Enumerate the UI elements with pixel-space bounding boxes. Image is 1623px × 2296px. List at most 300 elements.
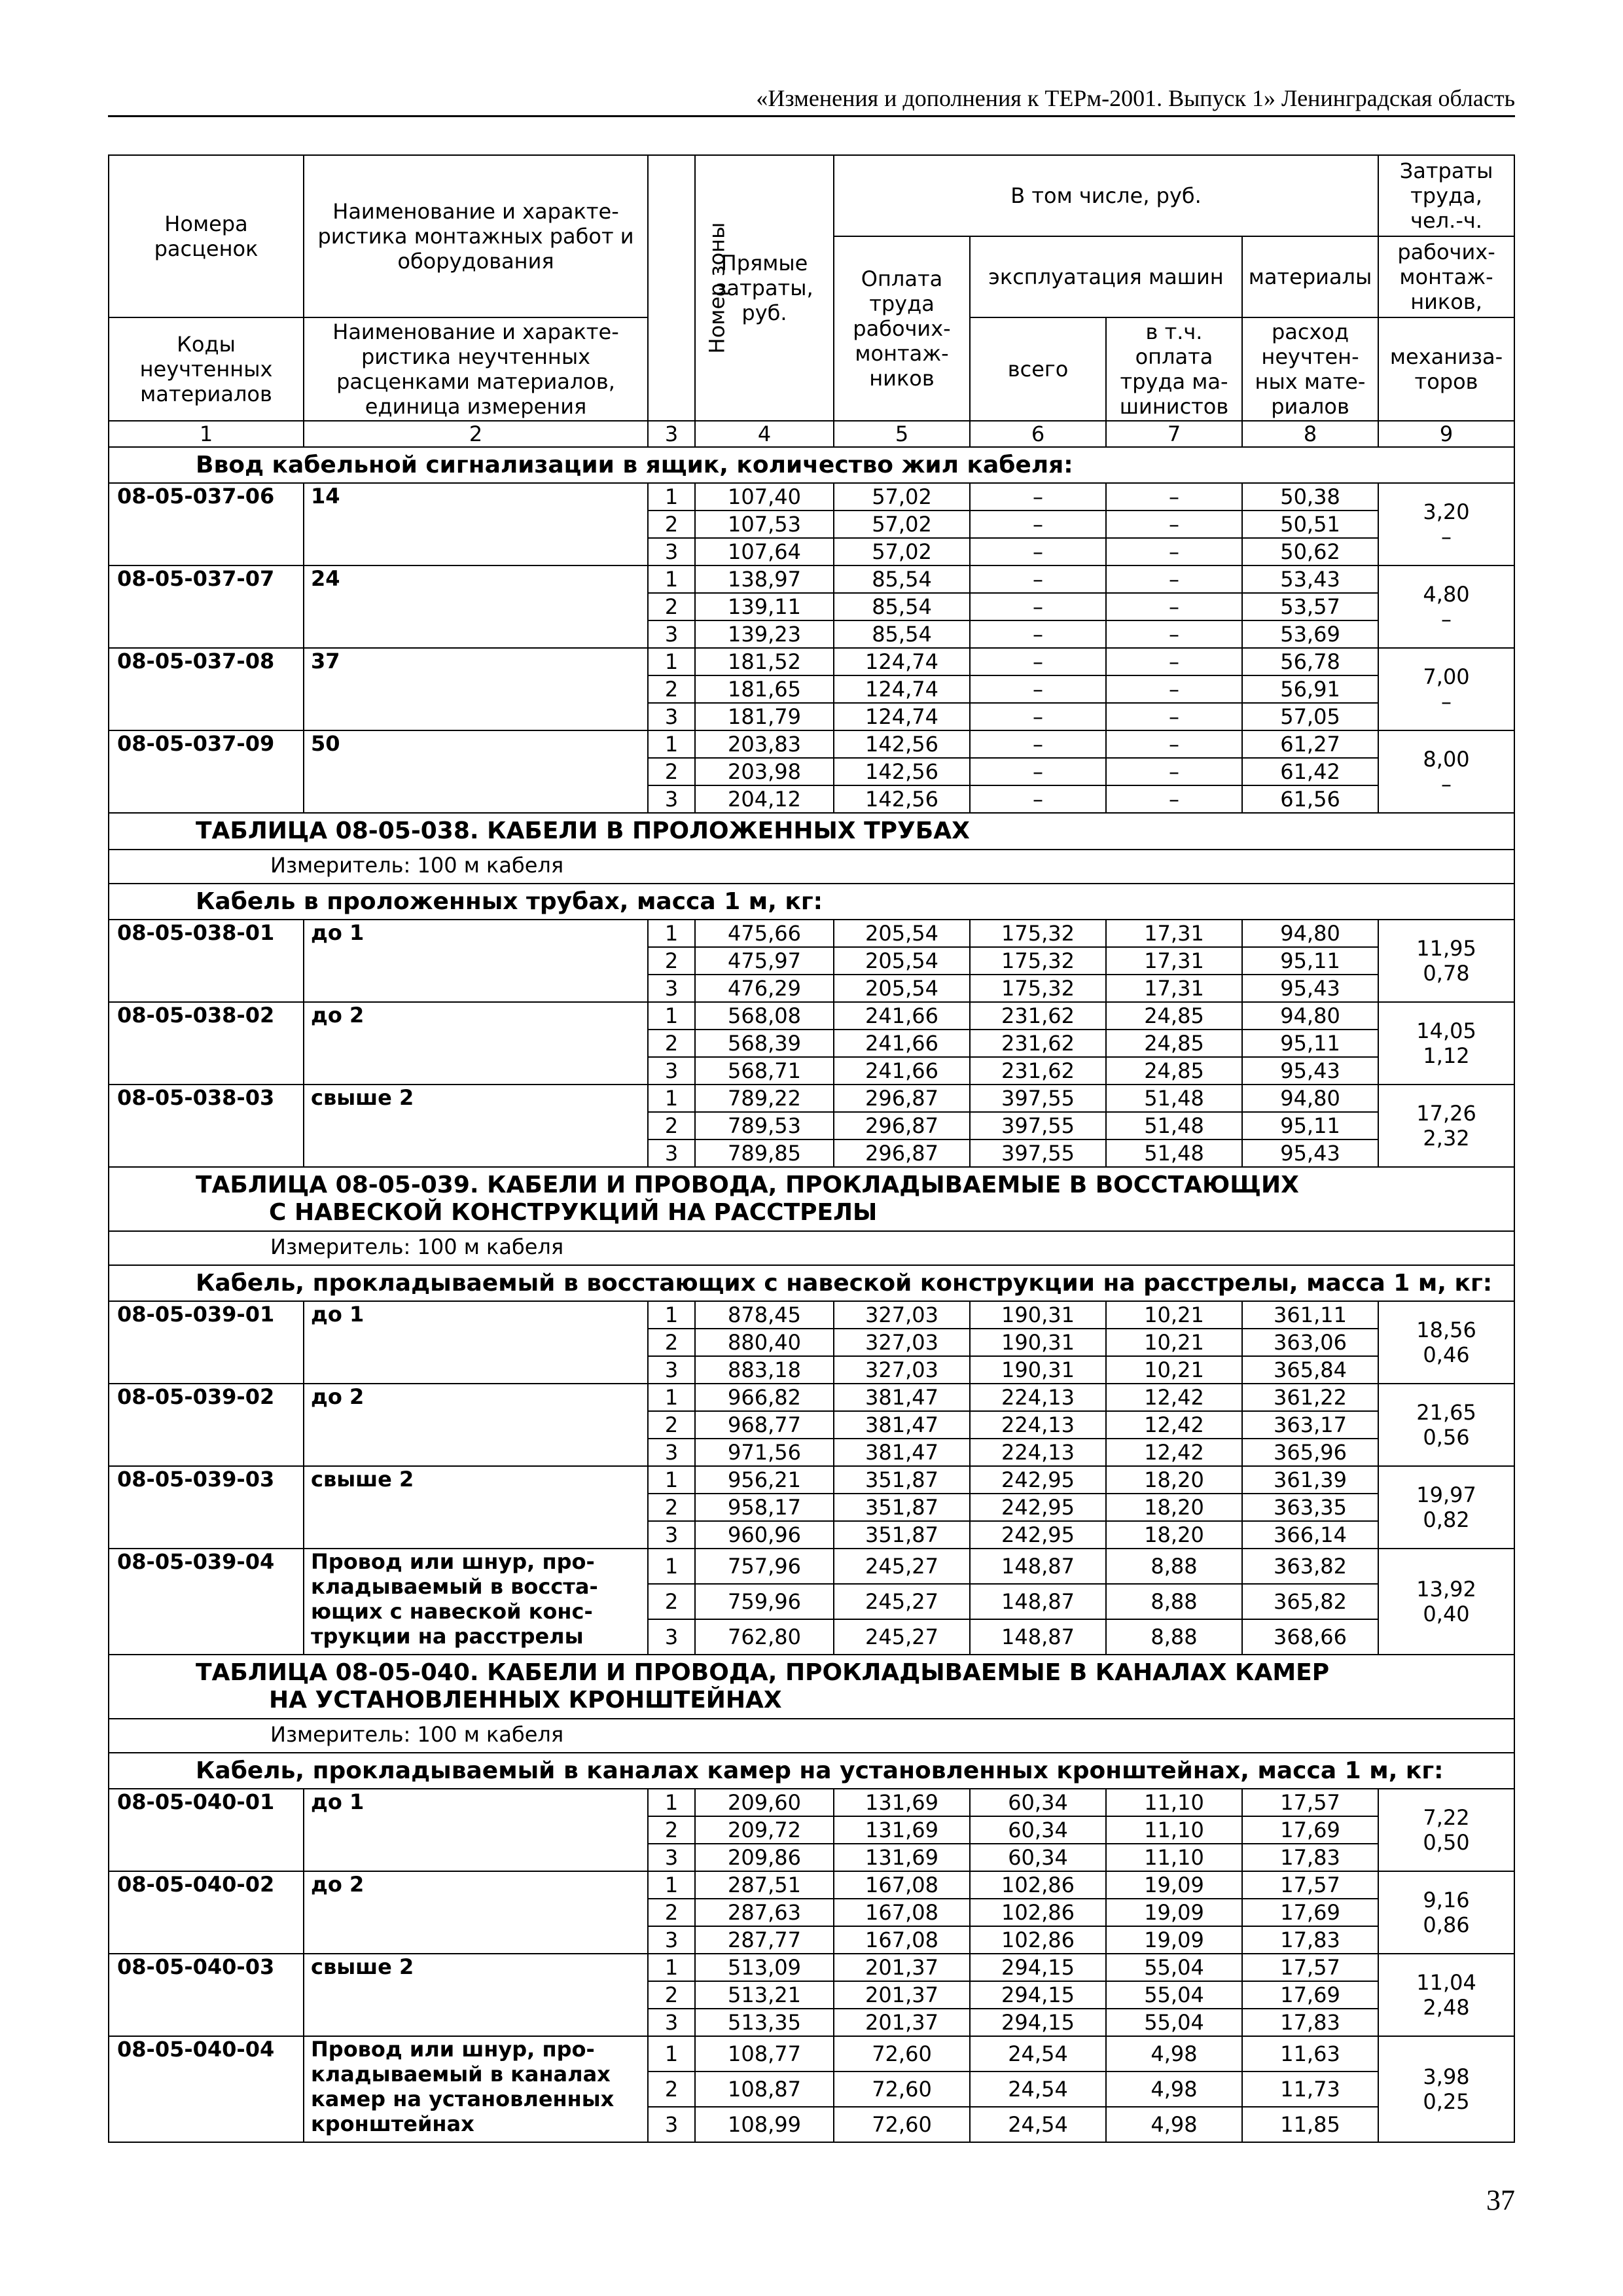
page-number: 37 (1486, 2184, 1515, 2216)
labor-cell (1378, 1789, 1514, 1871)
wages-cell: 296,87 (834, 1085, 970, 1112)
wages-cell: 57,02 (834, 538, 970, 565)
wages-cell: 131,69 (834, 1844, 970, 1871)
zone-cell: 1 (648, 1085, 695, 1112)
labor-workers-value: 4,80 (1423, 582, 1470, 607)
zone-cell: 1 (648, 1871, 695, 1899)
col-material-codes: Коды неучтенных материалов (109, 317, 304, 421)
zone-cell: 1 (648, 1002, 695, 1030)
wages-cell: 327,03 (834, 1301, 970, 1329)
materials-cell: 95,11 (1242, 1030, 1378, 1057)
direct-cost-cell: 958,17 (695, 1494, 834, 1521)
labor-cell (1378, 1301, 1514, 1384)
machinists-cell: 4,98 (1106, 2107, 1242, 2142)
machinists-cell: 11,10 (1106, 1789, 1242, 1816)
zone-cell: 1 (648, 1466, 695, 1494)
machines-cell: 24,54 (970, 2107, 1106, 2142)
col-material-name: Наименование и характеристика неучтенных расценками материалов, единица измерения (304, 317, 648, 421)
meter-text: Измеритель: 100 м кабеля (109, 850, 1514, 884)
labor-operators-value: 2,48 (1423, 1995, 1470, 2020)
labor-operators-value: 0,86 (1423, 1912, 1470, 1937)
machines-cell: – (970, 565, 1106, 593)
machinists-cell: 12,42 (1106, 1411, 1242, 1439)
machinists-cell: 4,98 (1106, 2036, 1242, 2072)
col-direct-costs: Прямые затраты, руб. (695, 155, 834, 421)
rate-code: 08-05-037-07 (109, 565, 304, 648)
machinists-cell: 10,21 (1106, 1301, 1242, 1329)
col-materials: материалы (1242, 236, 1378, 317)
machines-cell: 102,86 (970, 1926, 1106, 1954)
col-num: 6 (970, 421, 1106, 447)
labor-cell (1378, 1549, 1514, 1655)
materials-cell: 61,56 (1242, 785, 1378, 813)
col-num: 5 (834, 421, 970, 447)
machines-cell: 190,31 (970, 1329, 1106, 1356)
table-row (109, 648, 1514, 675)
labor-workers-value: 13,92 (1416, 1577, 1476, 1602)
direct-cost-cell: 789,22 (695, 1085, 834, 1112)
zone-cell: 3 (648, 2009, 695, 2036)
labor-operators-value: – (1441, 607, 1452, 632)
machines-cell: – (970, 730, 1106, 758)
wages-cell: 201,37 (834, 2009, 970, 2036)
wages-cell: 205,54 (834, 975, 970, 1002)
zone-cell: 3 (648, 1926, 695, 1954)
rate-code: 08-05-037-06 (109, 483, 304, 565)
machines-cell: 397,55 (970, 1085, 1106, 1112)
labor-workers-value: 14,05 (1416, 1018, 1476, 1043)
labor-operators-value: 1,12 (1423, 1043, 1470, 1068)
col-machinists-wages: в т.ч. оплата труда машинистов (1106, 317, 1242, 421)
machines-cell: 397,55 (970, 1112, 1106, 1139)
zone-cell: 2 (648, 758, 695, 785)
zone-cell: 2 (648, 1411, 695, 1439)
zone-cell: 2 (648, 1030, 695, 1057)
machines-cell: 175,32 (970, 920, 1106, 947)
wages-cell: 351,87 (834, 1494, 970, 1521)
col-num: 2 (304, 421, 648, 447)
machinists-cell: 18,20 (1106, 1521, 1242, 1549)
zone-cell: 1 (648, 2036, 695, 2072)
rate-code: 08-05-040-03 (109, 1954, 304, 2036)
direct-cost-cell: 209,60 (695, 1789, 834, 1816)
direct-cost-cell: 287,51 (695, 1871, 834, 1899)
subheading-row (109, 1265, 1514, 1301)
labor-operators-value: 0,46 (1423, 1342, 1470, 1367)
zone-cell: 3 (648, 1356, 695, 1384)
labor-workers-value: 3,98 (1423, 2064, 1470, 2089)
direct-cost-cell: 287,63 (695, 1899, 834, 1926)
machinists-cell: 51,48 (1106, 1085, 1242, 1112)
materials-cell: 11,85 (1242, 2107, 1378, 2142)
zone-cell: 1 (648, 1301, 695, 1329)
direct-cost-cell: 209,72 (695, 1816, 834, 1844)
materials-cell: 368,66 (1242, 1619, 1378, 1655)
zone-cell: 3 (648, 1619, 695, 1655)
wages-cell: 167,08 (834, 1871, 970, 1899)
machinists-cell: 51,48 (1106, 1112, 1242, 1139)
machinists-cell: 17,31 (1106, 947, 1242, 975)
machinists-cell: – (1106, 758, 1242, 785)
col-machines: эксплуатация машин (970, 236, 1242, 317)
machines-cell: 231,62 (970, 1002, 1106, 1030)
labor-workers-value: 3,20 (1423, 499, 1470, 524)
zone-cell: 3 (648, 1139, 695, 1167)
subheading-row (109, 1753, 1514, 1789)
direct-cost-cell: 883,18 (695, 1356, 834, 1384)
machinists-cell: 8,88 (1106, 1619, 1242, 1655)
labor-cell (1378, 1002, 1514, 1085)
table-row (109, 1301, 1514, 1329)
materials-cell: 365,84 (1242, 1356, 1378, 1384)
machines-cell: 175,32 (970, 975, 1106, 1002)
labor-operators-value: 0,82 (1423, 1507, 1470, 1532)
col-material-consumption: расход неучтенных материалов (1242, 317, 1378, 421)
machines-cell: 294,15 (970, 2009, 1106, 2036)
direct-cost-cell: 757,96 (695, 1549, 834, 1584)
subheading: Кабель, прокладываемый в восстающих с навеской конструкции на расстрелы, масса 1 м, кг: (109, 1265, 1514, 1301)
direct-cost-cell: 475,66 (695, 920, 834, 947)
machines-cell: – (970, 483, 1106, 511)
machinists-cell: 10,21 (1106, 1356, 1242, 1384)
machinists-cell: 19,09 (1106, 1899, 1242, 1926)
col-zone: Номер зоны (648, 155, 695, 421)
rate-description: 37 (304, 648, 648, 730)
wages-cell: 201,37 (834, 1981, 970, 2009)
direct-cost-cell: 203,98 (695, 758, 834, 785)
rate-description: 14 (304, 483, 648, 565)
materials-cell: 361,22 (1242, 1384, 1378, 1411)
materials-cell: 361,39 (1242, 1466, 1378, 1494)
table-row (109, 565, 1514, 593)
zone-cell: 1 (648, 1384, 695, 1411)
rate-code: 08-05-040-01 (109, 1789, 304, 1871)
meter-text: Измеритель: 100 м кабеля (109, 1231, 1514, 1265)
zone-cell: 3 (648, 975, 695, 1002)
machinists-cell: – (1106, 620, 1242, 648)
machines-cell: 148,87 (970, 1549, 1106, 1584)
wages-cell: 57,02 (834, 483, 970, 511)
materials-cell: 17,57 (1242, 1871, 1378, 1899)
machinists-cell: 55,04 (1106, 1954, 1242, 1981)
direct-cost-cell: 762,80 (695, 1619, 834, 1655)
machinists-cell: – (1106, 703, 1242, 730)
machines-cell: – (970, 703, 1106, 730)
wages-cell: 85,54 (834, 620, 970, 648)
direct-cost-cell: 789,53 (695, 1112, 834, 1139)
wages-cell: 327,03 (834, 1329, 970, 1356)
machinists-cell: 18,20 (1106, 1466, 1242, 1494)
wages-cell: 72,60 (834, 2107, 970, 2142)
rate-description: Провод или шнур, прокладываемый в каналах камер на установленных кронштейнах (304, 2036, 648, 2142)
machinists-cell: – (1106, 648, 1242, 675)
labor-operators-value: 0,50 (1423, 1830, 1470, 1855)
direct-cost-cell: 108,77 (695, 2036, 834, 2072)
wages-cell: 201,37 (834, 1954, 970, 1981)
rate-description: до 1 (304, 1789, 648, 1871)
rate-code: 08-05-038-03 (109, 1085, 304, 1167)
materials-cell: 11,63 (1242, 2036, 1378, 2072)
materials-cell: 17,69 (1242, 1816, 1378, 1844)
labor-cell (1378, 565, 1514, 648)
zone-cell: 3 (648, 1439, 695, 1466)
rate-code: 08-05-038-01 (109, 920, 304, 1002)
table-title (109, 813, 1514, 850)
machines-cell: 231,62 (970, 1057, 1106, 1085)
materials-cell: 94,80 (1242, 1085, 1378, 1112)
materials-cell: 53,43 (1242, 565, 1378, 593)
rate-description: до 2 (304, 1871, 648, 1954)
labor-operators-value: – (1441, 524, 1452, 549)
wages-cell: 245,27 (834, 1584, 970, 1619)
running-header: «Изменения и дополнения к ТЕРм-2001. Выпуск 1» Ленинградская область (108, 84, 1515, 117)
machines-cell: 294,15 (970, 1981, 1106, 2009)
col-labor-operators: механизаторов (1378, 317, 1514, 421)
labor-cell (1378, 1954, 1514, 2036)
direct-cost-cell: 956,21 (695, 1466, 834, 1494)
wages-cell: 124,74 (834, 703, 970, 730)
materials-cell: 61,27 (1242, 730, 1378, 758)
direct-cost-cell: 138,97 (695, 565, 834, 593)
materials-cell: 94,80 (1242, 920, 1378, 947)
materials-cell: 363,82 (1242, 1549, 1378, 1584)
direct-cost-cell: 568,08 (695, 1002, 834, 1030)
labor-operators-value: – (1441, 689, 1452, 714)
machines-cell: 148,87 (970, 1584, 1106, 1619)
machinists-cell: 51,48 (1106, 1139, 1242, 1167)
machines-cell: – (970, 511, 1106, 538)
wages-cell: 124,74 (834, 648, 970, 675)
machinists-cell: 8,88 (1106, 1584, 1242, 1619)
machinists-cell: – (1106, 538, 1242, 565)
wages-cell: 245,27 (834, 1619, 970, 1655)
col-num: 4 (695, 421, 834, 447)
rate-code: 08-05-037-08 (109, 648, 304, 730)
labor-operators-value: 0,25 (1423, 2089, 1470, 2114)
machinists-cell: – (1106, 483, 1242, 511)
wages-cell: 205,54 (834, 920, 970, 947)
direct-cost-cell: 878,45 (695, 1301, 834, 1329)
rate-description: свыше 2 (304, 1085, 648, 1167)
machinists-cell: 11,10 (1106, 1816, 1242, 1844)
machinists-cell: 24,85 (1106, 1057, 1242, 1085)
direct-cost-cell: 789,85 (695, 1139, 834, 1167)
zone-cell: 2 (648, 1981, 695, 2009)
machines-cell: 60,34 (970, 1789, 1106, 1816)
column-numbers-row (109, 421, 1514, 447)
col-including: В том числе, руб. (834, 155, 1378, 236)
machines-cell: 231,62 (970, 1030, 1106, 1057)
labor-workers-value: 11,95 (1416, 936, 1476, 961)
subheading: Ввод кабельной сигнализации в ящик, количество жил кабеля: (109, 447, 1514, 483)
labor-operators-value: – (1441, 772, 1452, 797)
wages-cell: 85,54 (834, 593, 970, 620)
table-title-row (109, 1655, 1514, 1719)
materials-cell: 56,91 (1242, 675, 1378, 703)
materials-cell: 50,62 (1242, 538, 1378, 565)
meter-row (109, 1719, 1514, 1753)
zone-cell: 1 (648, 648, 695, 675)
direct-cost-cell: 287,77 (695, 1926, 834, 1954)
materials-cell: 57,05 (1242, 703, 1378, 730)
machinists-cell: 4,98 (1106, 2072, 1242, 2107)
direct-cost-cell: 107,40 (695, 483, 834, 511)
table-row (109, 2036, 1514, 2072)
direct-cost-cell: 966,82 (695, 1384, 834, 1411)
table-title-row (109, 1167, 1514, 1231)
materials-cell: 95,11 (1242, 947, 1378, 975)
materials-cell: 11,73 (1242, 2072, 1378, 2107)
table-row (109, 1789, 1514, 1816)
zone-cell: 2 (648, 1584, 695, 1619)
materials-cell: 365,82 (1242, 1584, 1378, 1619)
materials-cell: 17,69 (1242, 1899, 1378, 1926)
zone-cell: 3 (648, 1844, 695, 1871)
zone-cell: 2 (648, 511, 695, 538)
zone-cell: 2 (648, 2072, 695, 2107)
machines-cell: 24,54 (970, 2072, 1106, 2107)
rate-description: до 2 (304, 1002, 648, 1085)
machinists-cell: – (1106, 785, 1242, 813)
wages-cell: 245,27 (834, 1549, 970, 1584)
subheading-row (109, 447, 1514, 483)
machinists-cell: 55,04 (1106, 2009, 1242, 2036)
col-num: 9 (1378, 421, 1514, 447)
materials-cell: 95,43 (1242, 1057, 1378, 1085)
table-title-line1: ТАБЛИЦА 08-05-038. КАБЕЛИ В ПРОЛОЖЕННЫХ ТРУБАХ (196, 817, 970, 844)
col-num: 3 (648, 421, 695, 447)
machines-cell: – (970, 620, 1106, 648)
labor-cell (1378, 483, 1514, 565)
labor-workers-value: 21,65 (1416, 1400, 1476, 1425)
zone-cell: 3 (648, 538, 695, 565)
direct-cost-cell: 181,79 (695, 703, 834, 730)
labor-cell (1378, 730, 1514, 813)
machinists-cell: 24,85 (1106, 1002, 1242, 1030)
direct-cost-cell: 209,86 (695, 1844, 834, 1871)
machines-cell: – (970, 593, 1106, 620)
machines-cell: 60,34 (970, 1816, 1106, 1844)
table-row (109, 1085, 1514, 1112)
machinists-cell: 17,31 (1106, 920, 1242, 947)
machinists-cell: 55,04 (1106, 1981, 1242, 2009)
machinists-cell: 17,31 (1106, 975, 1242, 1002)
wages-cell: 167,08 (834, 1899, 970, 1926)
rate-description: до 1 (304, 920, 648, 1002)
wages-cell: 296,87 (834, 1112, 970, 1139)
labor-workers-value: 18,56 (1416, 1318, 1476, 1342)
table-title (109, 1655, 1514, 1719)
materials-cell: 363,17 (1242, 1411, 1378, 1439)
machinists-cell: – (1106, 511, 1242, 538)
machinists-cell: 8,88 (1106, 1549, 1242, 1584)
materials-cell: 95,11 (1242, 1112, 1378, 1139)
materials-cell: 17,83 (1242, 1926, 1378, 1954)
zone-cell: 2 (648, 593, 695, 620)
materials-cell: 61,42 (1242, 758, 1378, 785)
rate-description: Провод или шнур, прокладываемый в восстающих с навеской конструкции на расстрелы (304, 1549, 648, 1655)
materials-cell: 53,57 (1242, 593, 1378, 620)
table-title (109, 1167, 1514, 1231)
direct-cost-cell: 107,53 (695, 511, 834, 538)
zone-cell: 1 (648, 1789, 695, 1816)
zone-cell: 3 (648, 2107, 695, 2142)
rate-description: 50 (304, 730, 648, 813)
wages-cell: 351,87 (834, 1466, 970, 1494)
wages-cell: 241,66 (834, 1030, 970, 1057)
zone-cell: 1 (648, 730, 695, 758)
direct-cost-cell: 971,56 (695, 1439, 834, 1466)
zone-cell: 1 (648, 1954, 695, 1981)
rate-description: 24 (304, 565, 648, 648)
table-row (109, 1954, 1514, 1981)
labor-cell (1378, 648, 1514, 730)
table-title-line1: ТАБЛИЦА 08-05-040. КАБЕЛИ И ПРОВОДА, ПРОКЛАДЫВАЕМЫЕ В КАНАЛАХ КАМЕР (196, 1659, 1330, 1686)
direct-cost-cell: 139,23 (695, 620, 834, 648)
machines-cell: 224,13 (970, 1411, 1106, 1439)
machines-cell: – (970, 785, 1106, 813)
labor-workers-value: 11,04 (1416, 1970, 1476, 1995)
subheading-row (109, 884, 1514, 920)
machinists-cell: – (1106, 565, 1242, 593)
col-machines-total: всего (970, 317, 1106, 421)
machines-cell: 60,34 (970, 1844, 1106, 1871)
materials-cell: 50,38 (1242, 483, 1378, 511)
wages-cell: 72,60 (834, 2072, 970, 2107)
zone-cell: 2 (648, 1329, 695, 1356)
machines-cell: 190,31 (970, 1301, 1106, 1329)
labor-operators-value: 0,40 (1423, 1602, 1470, 1626)
labor-operators-value: 2,32 (1423, 1126, 1470, 1151)
direct-cost-cell: 568,39 (695, 1030, 834, 1057)
col-labor-workers: рабочих-монтажников, (1378, 236, 1514, 317)
machines-cell: 242,95 (970, 1466, 1106, 1494)
rate-description: свыше 2 (304, 1954, 648, 2036)
materials-cell: 17,83 (1242, 1844, 1378, 1871)
labor-workers-value: 8,00 (1423, 747, 1470, 772)
machines-cell: 294,15 (970, 1954, 1106, 1981)
machines-cell: 102,86 (970, 1871, 1106, 1899)
wages-cell: 142,56 (834, 730, 970, 758)
col-num: 7 (1106, 421, 1242, 447)
meter-row (109, 850, 1514, 884)
col-rate-numbers: Номера расценок (109, 155, 304, 317)
materials-cell: 17,69 (1242, 1981, 1378, 2009)
machinists-cell: 19,09 (1106, 1871, 1242, 1899)
labor-cell (1378, 1085, 1514, 1167)
labor-cell (1378, 1871, 1514, 1954)
machinists-cell: – (1106, 593, 1242, 620)
table-row (109, 1871, 1514, 1899)
zone-cell: 2 (648, 1899, 695, 1926)
zone-cell: 2 (648, 947, 695, 975)
wages-cell: 131,69 (834, 1789, 970, 1816)
wages-cell: 351,87 (834, 1521, 970, 1549)
machines-cell: 24,54 (970, 2036, 1106, 2072)
direct-cost-cell: 568,71 (695, 1057, 834, 1085)
materials-cell: 17,57 (1242, 1954, 1378, 1981)
direct-cost-cell: 513,21 (695, 1981, 834, 2009)
wages-cell: 131,69 (834, 1816, 970, 1844)
direct-cost-cell: 968,77 (695, 1411, 834, 1439)
zone-cell: 2 (648, 1816, 695, 1844)
subheading: Кабель в проложенных трубах, масса 1 м, кг: (109, 884, 1514, 920)
machines-cell: 397,55 (970, 1139, 1106, 1167)
direct-cost-cell: 108,87 (695, 2072, 834, 2107)
direct-cost-cell: 107,64 (695, 538, 834, 565)
machines-cell: 175,32 (970, 947, 1106, 975)
zone-cell: 2 (648, 1112, 695, 1139)
